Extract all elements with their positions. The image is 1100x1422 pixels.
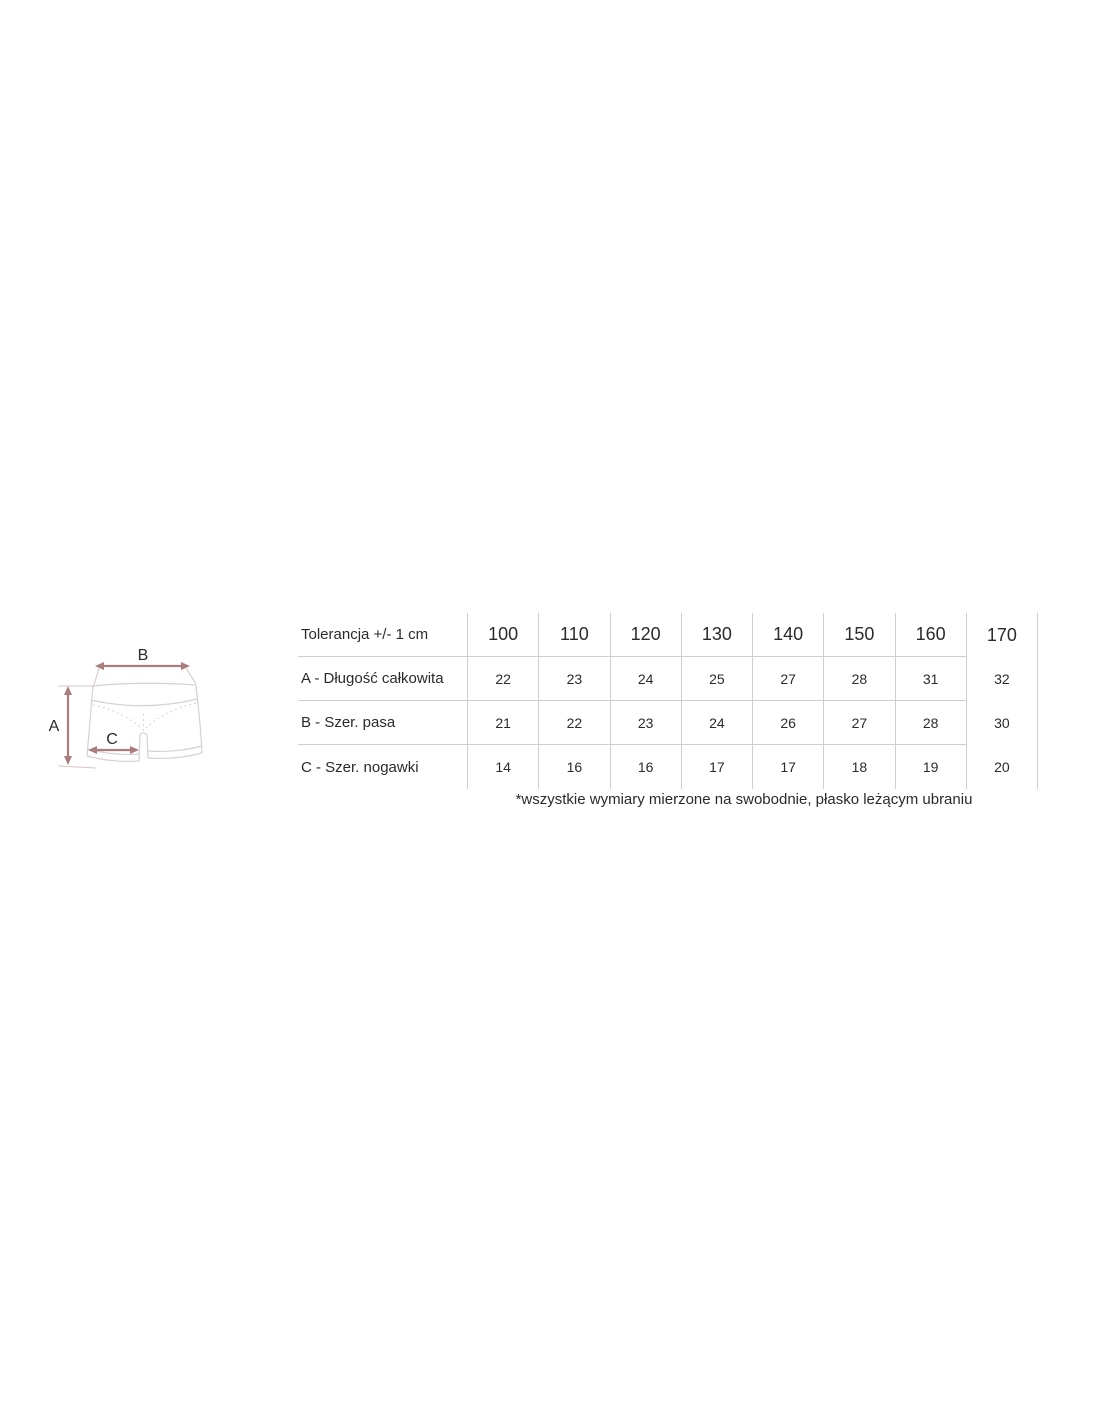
size-column-header-120: 120	[611, 613, 682, 657]
table-cell: 16	[539, 745, 610, 789]
table-cell: 26	[753, 701, 824, 745]
table-cell: 25	[682, 657, 753, 701]
row-label-a: A - Długość całkowita	[298, 657, 468, 701]
table-cell: 24	[682, 701, 753, 745]
table-cell: 24	[611, 657, 682, 701]
dimension-label-c: C	[106, 731, 118, 748]
table-cell: 20	[967, 745, 1038, 789]
size-column-header-160: 160	[896, 613, 967, 657]
table-cell: 19	[896, 745, 967, 789]
table-cell: 27	[824, 701, 895, 745]
row-label-c: C - Szer. nogawki	[298, 745, 468, 789]
size-column-header-170: 170	[967, 613, 1038, 657]
shorts-measurement-diagram	[40, 598, 220, 798]
stitch-dotted-lines	[93, 703, 196, 734]
table-cell: 14	[468, 745, 539, 789]
dimension-arrow-lines	[68, 666, 182, 757]
size-column-header-100: 100	[468, 613, 539, 657]
row-label-b: B - Szer. pasa	[298, 701, 468, 745]
table-cell: 21	[468, 701, 539, 745]
table-cell: 23	[539, 657, 610, 701]
table-cell: 16	[611, 745, 682, 789]
size-column-header-130: 130	[682, 613, 753, 657]
dimension-label-a: A	[48, 718, 60, 735]
table-cell: 22	[468, 657, 539, 701]
table-cell: 27	[753, 657, 824, 701]
size-table	[298, 613, 1038, 789]
size-column-header-140: 140	[753, 613, 824, 657]
table-cell: 28	[896, 701, 967, 745]
table-cell: 32	[967, 657, 1038, 701]
dimension-label-b: B	[137, 647, 149, 664]
table-cell: 28	[824, 657, 895, 701]
measurement-footnote: *wszystkie wymiary mierzone na swobodnie, płasko leżącym ubraniu	[515, 791, 973, 808]
size-column-header-110: 110	[539, 613, 610, 657]
size-column-header-150: 150	[824, 613, 895, 657]
table-cell: 31	[896, 657, 967, 701]
table-cell: 23	[611, 701, 682, 745]
table-cell: 30	[967, 701, 1038, 745]
table-cell: 17	[753, 745, 824, 789]
table-cell: 18	[824, 745, 895, 789]
table-cell: 22	[539, 701, 610, 745]
table-header-label: Tolerancja +/- 1 cm	[298, 613, 468, 657]
table-cell: 17	[682, 745, 753, 789]
